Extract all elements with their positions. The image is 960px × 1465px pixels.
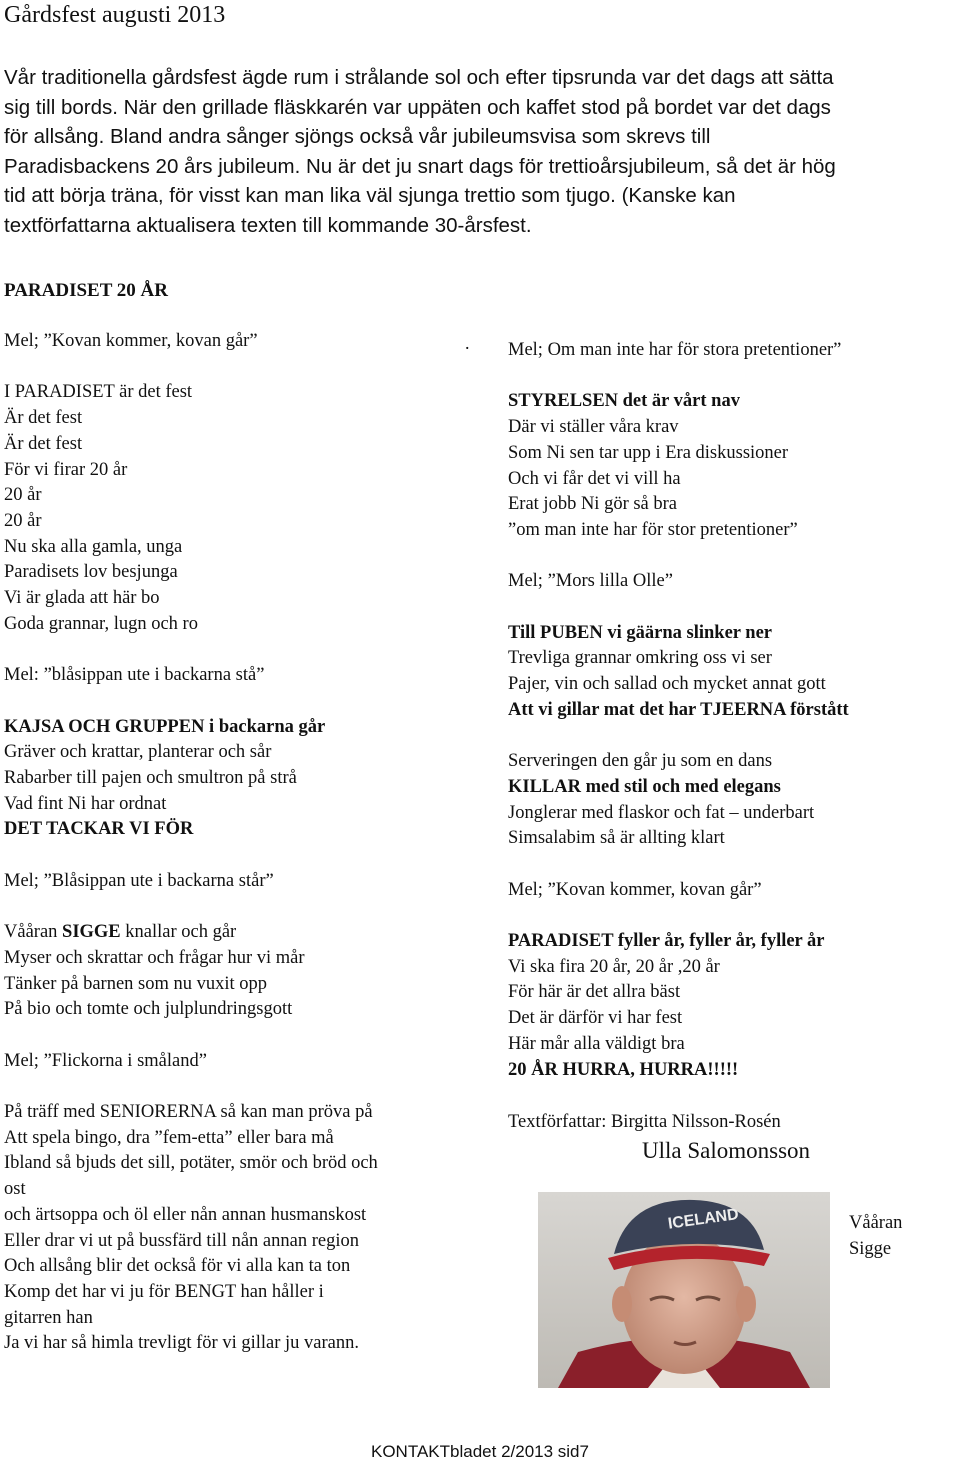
verse-line: På träff med SENIORERNA så kan man pröva på [4,1101,373,1122]
verse-line: Goda grannar, lugn och ro [4,613,198,634]
verse-line: Trevliga grannar omkring oss vi ser [508,648,772,669]
verse-line: På bio och tomte och julplundringsgott [4,999,293,1020]
verse-line: Här mår alla väldigt bra [508,1033,685,1054]
intro-line: textförfattarna aktualisera texten till kommande 30-årsfest. [4,213,532,237]
verse-line: Är det fest [4,408,83,429]
caption-line: Vååran [849,1213,903,1233]
verse-line: STYRELSEN det är vårt nav [508,391,740,412]
right-column [508,338,948,1083]
melody-line: Mel; ”Kovan kommer, kovan går” [508,879,762,900]
verse-line: 20 år [4,485,42,506]
intro-line: för allsång. Bland andra sånger sjöngs också vår jubileumsvisa som skrevs till [4,125,711,148]
verse-line: Tänker på barnen som nu vuxit opp [4,973,268,994]
page-title: Gårdsfest augusti 2013 [4,2,226,28]
verse-line: Att spela bingo, dra ”fem-etta” eller bara må [4,1127,334,1148]
verse-line: DET TACKAR VI FÖR [4,819,194,840]
verse-line: Pajer, vin och sallad och mycket annat gott [508,674,826,695]
verse-line: Vad fint Ni har ordnat [4,793,167,814]
authors-label: Textförfattar: Birgitta Nilsson-Rosén [508,1112,781,1132]
song-title: PARADISET 20 ÅR [4,280,168,301]
cap-text: ICELAND [666,1205,740,1233]
verse-line: Nu ska alla gamla, unga [4,536,183,557]
verse-line: Som Ni sen tar upp i Era diskussioner [508,442,789,463]
intro-line: tid att börja träna, för visst kan man lika väl sjunga trettio som tjugo. (Kanske kan [4,184,736,207]
portrait-photo [538,1192,830,1388]
second-author: Ulla Salomonsson [642,1138,811,1163]
verse-line: Eller drar vi ut på bussfärd till nån annan region [4,1230,359,1251]
verse-line: Komp det har vi ju för BENGT han håller i [4,1281,324,1302]
verse-line: KILLAR med stil och med elegans [508,776,781,797]
verse-line: Myser och skrattar och frågar hur vi mår [4,947,305,968]
verse-line: För vi firar 20 år [4,459,128,480]
melody-line: Mel; ”Flickorna i småland” [4,1050,207,1071]
melody-line: Mel; Om man inte har för stora pretentioner” [508,340,842,360]
verse-line: Vååran SIGGE knallar och går [4,922,237,943]
verse-line: Och vi får det vi vill ha [508,468,681,489]
page-footer: KONTAKTbladet 2/2013 sid7 [371,1442,589,1461]
verse-line: Till PUBEN vi gäärna slinker ner [508,622,772,643]
verse-line: Att vi gillar mat det har TJEERNA förstått [508,699,849,720]
verse-line: 20 år [4,510,42,531]
verse-line: Vi är glada att här bo [4,588,160,609]
verse-line: Gräver och krattar, planterar och sår [4,742,272,763]
melody-line: Mel; ”Mors lilla Olle” [508,571,673,592]
verse-line: gitarren han [4,1307,93,1328]
verse-line: ”om man inte har för stor pretentioner” [508,519,798,540]
verse-line: Är det fest [4,433,83,454]
intro-line: Paradisbackens 20 års jubileum. Nu är det ju snart dags för trettioårsjubileum, så det är hög [4,154,836,178]
intro-paragraph [4,63,956,240]
left-column [4,329,474,1357]
melody-line: Mel; ”Kovan kommer, kovan går” [4,331,258,351]
verse-line: Serveringen den går ju som en dans [508,751,773,772]
verse-line: Vi ska fira 20 år, 20 år ,20 år [508,956,720,977]
verse-line: Simsalabim så är allting klart [508,828,725,849]
photo-caption [849,1210,902,1262]
verse-line: och ärtsoppa och öl eller nån annan husmanskost [4,1204,367,1225]
intro-line: sig till bords. När den grillade fläskkarén var uppäten och kaffet stod på bordet var det dags [4,95,831,119]
verse-line: Paradisets lov besjunga [4,562,178,583]
melody-line: Mel: ”blåsippan ute i backarna stå” [4,665,265,686]
verse-line: För här är det allra bäst [508,982,681,1003]
verse-line: ost [4,1179,26,1200]
verse-line: Erat jobb Ni gör så bra [508,494,678,515]
verse-line: KAJSA OCH GRUPPEN i backarna går [4,716,326,737]
verse-line: Jonglerar med flaskor och fat – underbart [508,802,815,823]
melody-line: Mel; ”Blåsippan ute i backarna står” [4,870,274,891]
stray-dot: . [465,333,470,353]
verse-line: Ibland så bjuds det sill, potäter, smör och bröd och [4,1153,378,1174]
verse-line: Där vi ställer våra krav [508,417,679,438]
verse-line: Det är därför vi har fest [508,1008,683,1029]
verse-line: I PARADISET är det fest [4,382,193,403]
intro-line: Vår traditionella gårdsfest ägde rum i strålande sol och efter tipsrunda var det dags att sätta [4,66,834,89]
caption-line: Sigge [849,1239,892,1259]
verse-line: Rabarber till pajen och smultron på strå [4,767,297,788]
verse-line: PARADISET fyller år, fyller år, fyller år [508,931,825,952]
verse-line: Och allsång blir det också för vi alla kan ta ton [4,1256,351,1277]
verse-line: 20 ÅR HURRA, HURRA!!!!! [508,1059,739,1080]
verse-line: Ja vi har så himla trevligt för vi gillar ju varann. [4,1333,359,1354]
